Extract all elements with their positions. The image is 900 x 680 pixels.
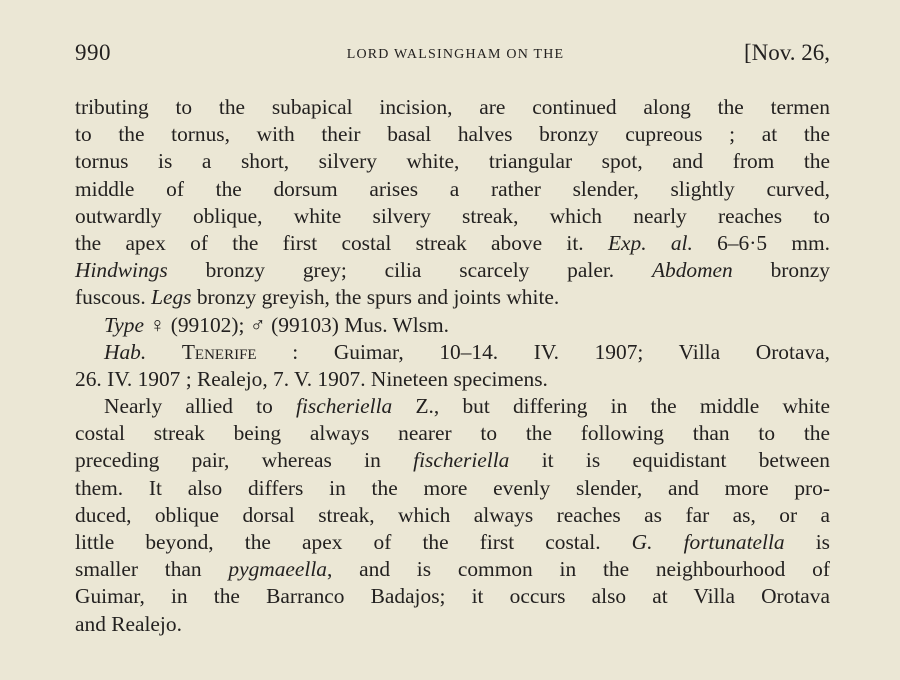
italic-term: Hab. (104, 339, 147, 364)
page-number: 990 (75, 40, 111, 65)
text-line: Nearly allied to fischeriella Z., but differing in the middle white (104, 394, 830, 419)
text-line: smaller than pygmaeella, and is common in the neighbourhood of (75, 557, 830, 582)
italic-term: fischeriella (296, 394, 393, 419)
text-line: duced, oblique dorsal streak, which always reaches as far as, or a (75, 502, 830, 527)
text-line: them. It also differs in the more evenly slender, and more pro- (75, 475, 830, 500)
text-line: middle of the dorsum arises a rather slender, slightly curved, (75, 176, 830, 201)
text-line: and Realejo. (75, 611, 182, 636)
body-text (75, 94, 830, 638)
running-header (75, 40, 830, 74)
running-title: LORD WALSINGHAM ON THE (346, 47, 565, 62)
italic-term: Exp. al. (607, 230, 693, 255)
text-line: 26. IV. 1907 ; Realejo, 7. V. 1907. Nineteen specimens. (75, 366, 548, 391)
italic-term: fischeriella (413, 448, 510, 473)
text-line: Guimar, in the Barranco Badajos; it occurs also at Villa Orotava (75, 584, 830, 609)
text-line: the apex of the first costal streak above it. Exp. al. 6–6·5 mm. (75, 230, 831, 255)
text-line: Hindwings bronzy grey; cilia scarcely paler. Abdomen bronzy (75, 258, 830, 283)
text-line: Type ♀ (99102); ♂ (99103) Mus. Wlsm. (104, 312, 450, 337)
text-line: tributing to the subapical incision, are continued along the termen (75, 95, 830, 119)
text-line: fuscous. Legs bronzy greyish, the spurs and joints white. (75, 285, 560, 310)
running-date: [Nov. 26, (743, 40, 830, 65)
italic-term: G. fortunatella (631, 530, 785, 554)
text-line: tornus is a short, silvery white, triangular spot, and from the (75, 149, 830, 174)
italic-term: Type (104, 312, 144, 337)
locality-smallcaps: Tenerife (181, 339, 257, 364)
italic-term: Abdomen (651, 258, 733, 283)
italic-term: Hindwings (75, 258, 168, 283)
text-line: little beyond, the apex of the first costal. G. fortunatella is (75, 530, 830, 554)
text-line: preceding pair, whereas in fischeriella it is equidistant between (75, 448, 830, 473)
italic-term: pygmaeella (228, 557, 327, 582)
text-line: to the tornus, with their basal halves bronzy cupreous ; at the (75, 122, 830, 147)
italic-term: Legs (151, 285, 192, 310)
text-line: costal streak being always nearer to the following than to the (75, 421, 830, 446)
text-line: Hab. Tenerife : Guimar, 10–14. IV. 1907; Villa Orotava, (104, 339, 830, 364)
text-line: outwardly oblique, white silvery streak, which nearly reaches to (75, 203, 830, 228)
